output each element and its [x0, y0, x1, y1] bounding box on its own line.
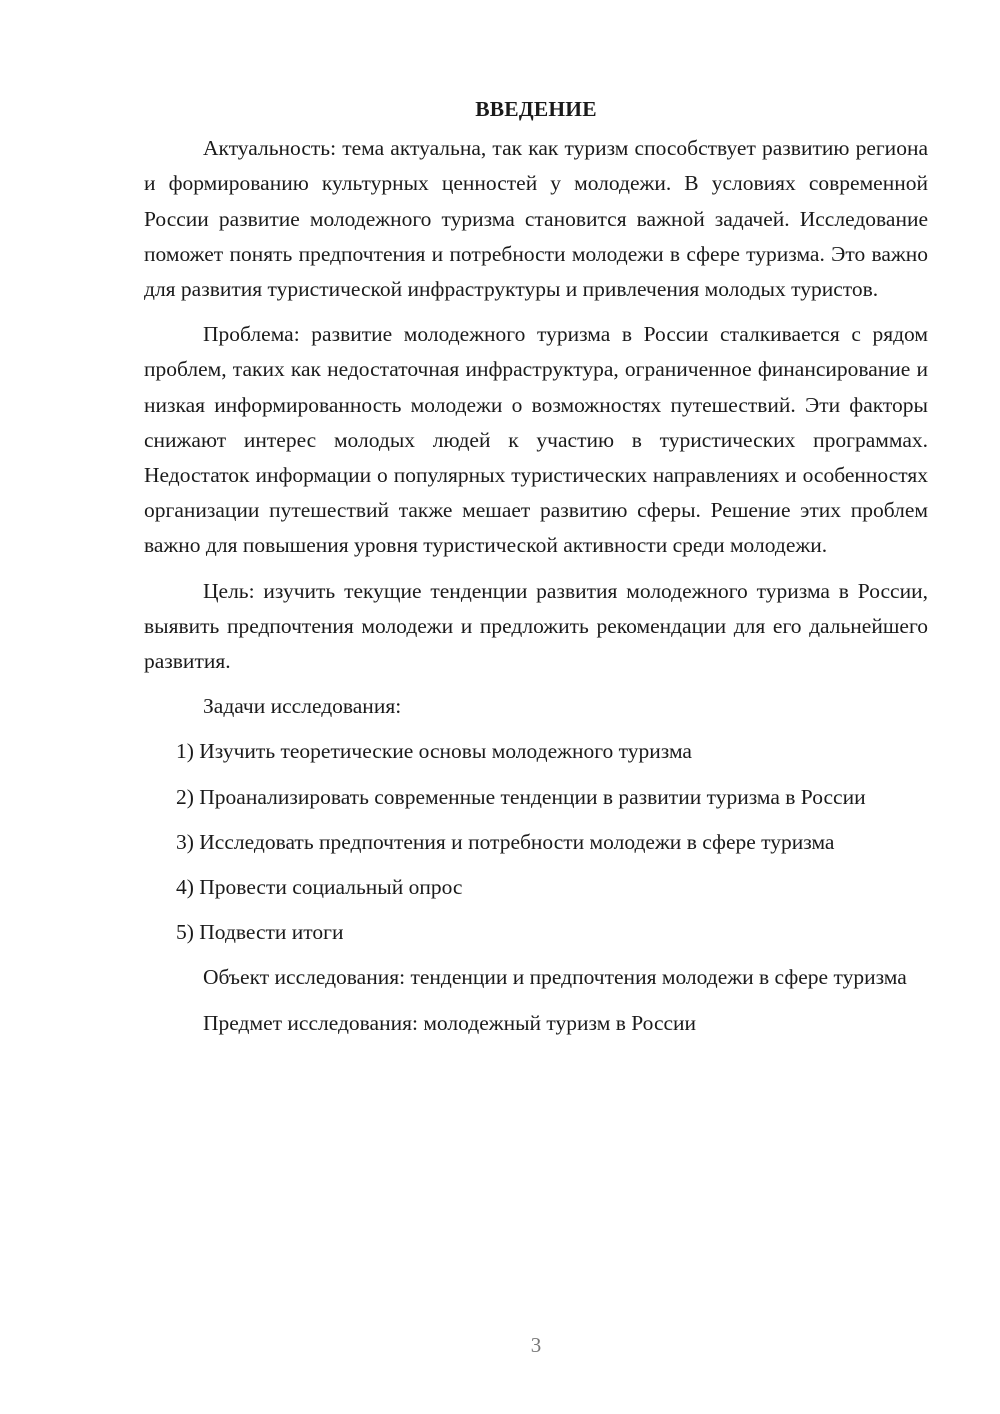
paragraph-problem: Проблема: развитие молодежного туризма в России сталкивается с рядом проблем, таких как недостаточная инфраструктура, ограниченное финансирование и низкая информированность молодежи о возможностях путешествий. Эти факторы снижают интерес молодых людей к участию в туристических программах. Недостаток информации о популярных туристических направлениях и особенностях организации путешествий также мешает развитию сферы. Решение этих проблем важно для повышения уровня туристической активности среди молодежи. — [144, 322, 928, 558]
task-item-2: 2) Проанализировать современные тенденции в развитии туризма в России — [176, 784, 866, 809]
document-page — [144, 92, 928, 1051]
paragraph-subject: Предмет исследования: молодежный туризм в России — [203, 1010, 697, 1035]
task-item-5: 5) Подвести итоги — [176, 920, 344, 945]
task-item-3: 3) Исследовать предпочтения и потребности молодежи в сфере туризма — [176, 829, 835, 854]
paragraph-goal: Цель: изучить текущие тенденции развития молодежного туризма в России, выявить предпочтения молодежи и предложить рекомендации для его дальнейшего развития. — [144, 578, 928, 674]
paragraph-object: Объект исследования: тенденции и предпочтения молодежи в сфере туризма — [203, 965, 907, 990]
task-item-1: 1) Изучить теоретические основы молодежного туризма — [176, 739, 692, 764]
paragraph-relevance: Актуальность: тема актуальна, так как туризм способствует развитию региона и формированию культурных ценностей у молодежи. В условиях современной России развитие молодежного туризма становится важной задачей. Исследование поможет понять предпочтения и потребности молодежи в сфере туризма. Это важно для развития туристической инфраструктуры и привлечения молодых туристов. — [144, 136, 928, 302]
section-heading: ВВЕДЕНИЕ — [475, 97, 597, 121]
page-number: 3 — [530, 1333, 542, 1357]
task-item-4: 4) Провести социальный опрос — [176, 875, 463, 900]
paragraph-tasks-intro: Задачи исследования: — [203, 694, 402, 719]
